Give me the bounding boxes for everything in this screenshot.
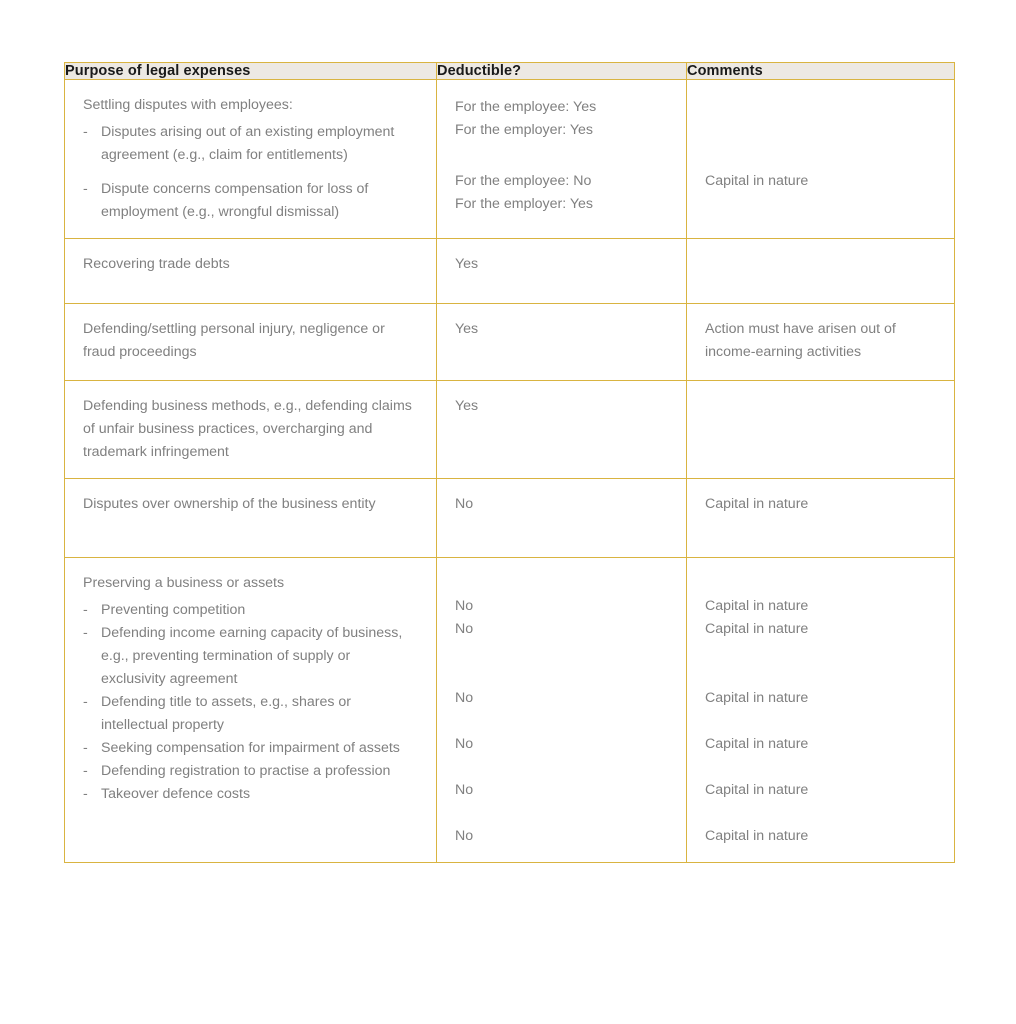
purpose-content: Defending business methods, e.g., defending claims of unfair business practices, overcharging and trademark infringement [83,398,412,460]
legal-expenses-table-container [64,62,954,863]
deductible-value: No [455,690,474,706]
dash-bullet-icon: - [83,181,88,197]
table-row [65,381,955,479]
table-row [65,479,955,558]
comments-value: Capital in nature [705,828,809,844]
list-item-label: Takeover defence costs [101,786,251,802]
list-item-label: Defending title to assets, e.g., shares or intellectual property [101,694,351,733]
list-item-label: Dispute concerns compensation for loss of employment (e.g., wrongful dismissal) [101,181,369,220]
list-item [83,783,418,806]
cell-deductible [437,304,687,381]
column-header-deductible: Deductible? [437,63,687,80]
spacer [705,572,936,595]
comments-value: Capital in nature [705,621,809,637]
deductible-content [437,558,686,862]
cell-deductible [437,239,687,304]
comments-value: Capital in nature [705,173,809,189]
purpose-intro: Settling disputes with employees: [83,97,293,113]
list-item-label: Disputes arising out of an existing employment agreement (e.g., claim for entitlements) [101,124,395,163]
cell-comments [687,239,955,304]
comments-value: Capital in nature [705,782,809,798]
comments-value: Action must have arisen out of income-earning activities [705,321,896,360]
list-item [83,691,418,737]
table-row [65,304,955,381]
spacer [455,641,668,687]
deductible-value: Yes [455,256,479,272]
cell-purpose [65,479,437,558]
dash-bullet-icon: - [83,786,88,802]
deductible-value: No [455,782,474,798]
comments-content [687,80,954,207]
list-item-label: Preventing competition [101,602,246,618]
deductible-value: For the employer: Yes [455,196,594,212]
cell-purpose [65,304,437,381]
table-body [65,80,955,863]
comments-value: Capital in nature [705,736,809,752]
legal-expenses-table [64,62,955,863]
comments-value: Capital in nature [705,496,809,512]
purpose-content [65,558,436,820]
spacer [705,142,936,170]
deductible-value: No [455,828,474,844]
purpose-bullet-list [83,599,418,806]
table-row [65,80,955,239]
list-item-label: Defending income earning capacity of business, e.g., preventing termination of supply or exclusivity agreement [101,625,403,687]
comments-value [687,381,954,409]
list-item [83,760,418,783]
dash-bullet-icon: - [83,740,88,756]
deductible-value: No [455,621,474,637]
cell-comments [687,80,955,239]
cell-purpose [65,239,437,304]
purpose-content: Disputes over ownership of the business entity [83,496,376,512]
spacer [705,756,936,779]
spacer [705,119,936,142]
list-item-label: Defending registration to practise a profession [101,763,391,779]
cell-deductible [437,479,687,558]
list-item [83,599,418,622]
deductible-value: No [455,598,474,614]
spacer [455,142,668,170]
comments-value: Capital in nature [705,690,809,706]
spacer [455,572,668,595]
purpose-content [65,80,436,238]
deductible-value: For the employee: Yes [455,99,597,115]
column-header-purpose: Purpose of legal expenses [65,63,437,80]
cell-purpose [65,381,437,479]
cell-comments [687,479,955,558]
list-item [83,737,418,760]
comments-value [687,239,954,267]
spacer [455,710,668,733]
cell-comments [687,381,955,479]
purpose-intro: Preserving a business or assets [83,575,285,591]
deductible-value: Yes [455,398,479,414]
cell-deductible [437,381,687,479]
cell-purpose [65,80,437,239]
list-item [83,121,418,167]
comments-content [687,558,954,862]
dash-bullet-icon: - [83,124,88,140]
table-row [65,558,955,863]
cell-purpose [65,558,437,863]
deductible-value: Yes [455,321,479,337]
spacer [455,756,668,779]
deductible-value: No [455,496,474,512]
spacer [705,641,936,687]
dash-bullet-icon: - [83,694,88,710]
list-item [83,178,418,224]
header-row [65,63,955,80]
purpose-content: Recovering trade debts [83,256,230,272]
deductible-value: No [455,736,474,752]
deductible-content [437,80,686,230]
purpose-bullet-list [83,121,418,224]
spacer [455,802,668,825]
spacer [705,802,936,825]
list-item-label: Seeking compensation for impairment of assets [101,740,400,756]
table-row [65,239,955,304]
deductible-value: For the employer: Yes [455,122,594,138]
dash-bullet-icon: - [83,602,88,618]
list-item [83,622,418,691]
dash-bullet-icon: - [83,763,88,779]
cell-deductible [437,80,687,239]
purpose-content: Defending/settling personal injury, negligence or fraud proceedings [83,321,385,360]
cell-deductible [437,558,687,863]
cell-comments [687,558,955,863]
dash-bullet-icon: - [83,625,88,641]
deductible-value: For the employee: No [455,173,592,189]
spacer [705,96,936,119]
comments-value: Capital in nature [705,598,809,614]
cell-comments [687,304,955,381]
table-header [65,63,955,80]
column-header-comments: Comments [687,63,955,80]
spacer [705,710,936,733]
